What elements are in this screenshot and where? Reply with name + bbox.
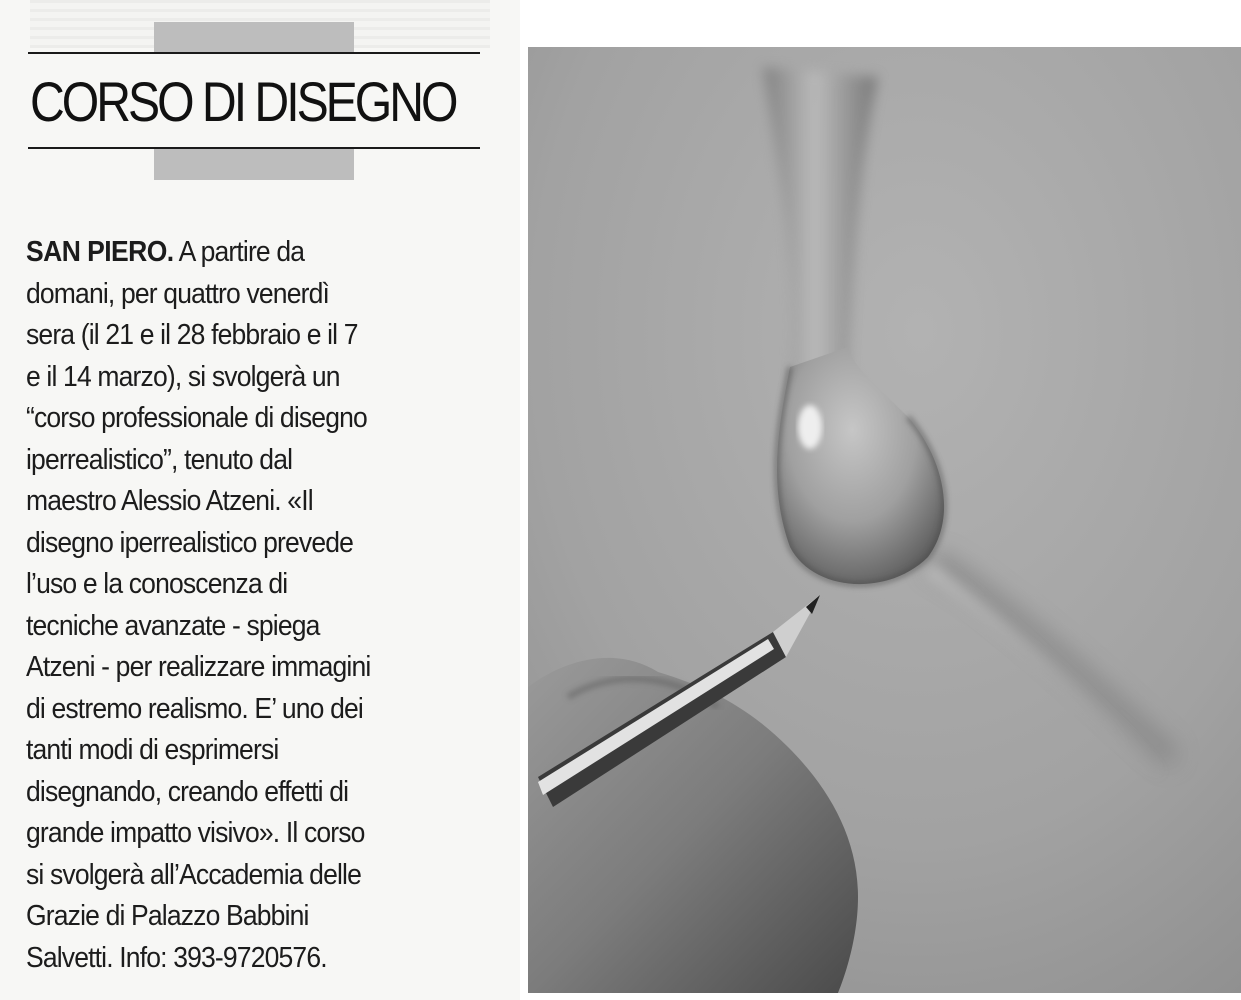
- drop-highlight: [798, 405, 822, 449]
- article-line: l’uso e la conoscenza di: [26, 568, 288, 600]
- headline-bottom-rule: [28, 147, 480, 149]
- article-line: si svolgerà all’Accademia delle: [26, 858, 362, 891]
- headline: CORSO DI DISEGNO: [30, 70, 456, 133]
- article-line: sera (il 21 e il 28 febbraio e il 7: [26, 319, 358, 351]
- article-line: “corso professionale di disegno: [26, 402, 367, 434]
- article-line: disegnando, creando effetti di: [26, 775, 349, 808]
- headline-top-rule: [28, 52, 480, 54]
- article-line: [26, 232, 463, 274]
- article-line: Salvetti. Info: 393-9720576.: [26, 941, 327, 974]
- article-line-text: A partire da: [173, 236, 305, 268]
- article-line: tecniche avanzate - spiega: [26, 609, 320, 642]
- newspaper-clipping: [0, 0, 520, 1000]
- article-line: e il 14 marzo), si svolgerà un: [26, 360, 340, 393]
- article-dateline: SAN PIERO.: [26, 236, 174, 268]
- article-line: Atzeni - per realizzare immagini: [26, 651, 371, 683]
- article-line: domani, per quattro venerdì: [26, 277, 330, 310]
- article-line: disegno iperrealistico prevede: [26, 526, 354, 559]
- article-line: grande impatto visivo». Il corso: [26, 817, 365, 849]
- article-body: [26, 232, 463, 979]
- water-drop-drawing-icon: [528, 47, 1241, 993]
- article-line: Grazie di Palazzo Babbini: [26, 900, 309, 932]
- article-line: di estremo realismo. E’ uno dei: [26, 692, 363, 725]
- drawing-photo: [528, 47, 1241, 993]
- article-line: tanti modi di esprimersi: [26, 734, 279, 766]
- article-line: maestro Alessio Atzeni. «Il: [26, 485, 313, 517]
- article-line: iperrealistico”, tenuto dal: [26, 443, 293, 476]
